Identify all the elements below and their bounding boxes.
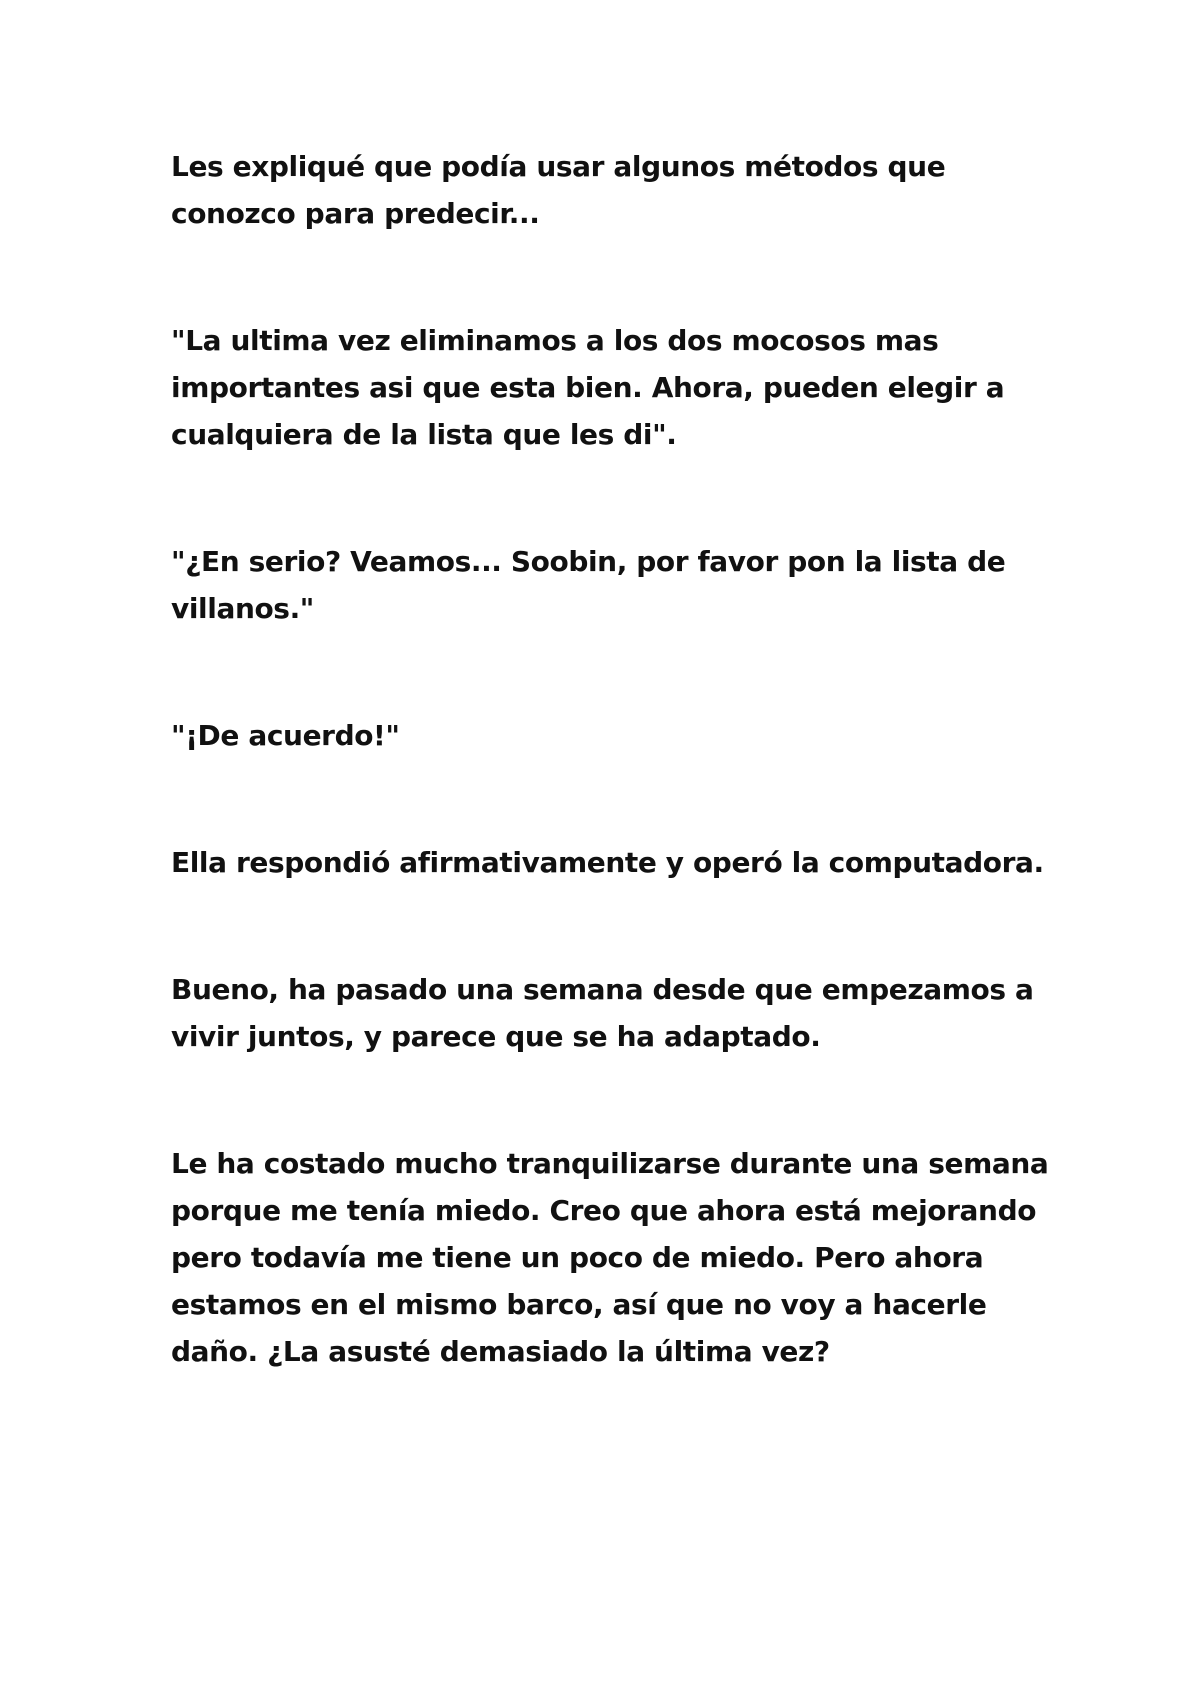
paragraph-line: Ella respondió afirmativamente y operó la computadora. (171, 846, 1044, 879)
paragraph-1 (171, 143, 1051, 237)
paragraph-5 (171, 839, 1051, 886)
paragraph-line: "¡De acuerdo!" (171, 719, 400, 752)
paragraph-line: "La ultima vez eliminamos a los dos mocosos mas (171, 324, 939, 357)
paragraph-line: conozco para predecir... (171, 197, 540, 230)
paragraph-line: villanos." (171, 592, 315, 625)
paragraph-3 (171, 538, 1051, 632)
paragraph-line: Bueno, ha pasado una semana desde que empezamos a (171, 973, 1034, 1006)
paragraph-line: importantes asi que esta bien. Ahora, pueden elegir a (171, 371, 1005, 404)
paragraph-line: vivir juntos, y parece que se ha adaptado. (171, 1020, 821, 1053)
paragraph-line: estamos en el mismo barco, así que no voy a hacerle (171, 1288, 987, 1321)
text-column (171, 143, 1051, 1375)
paragraph-line: daño. ¿La asusté demasiado la última vez? (171, 1335, 830, 1368)
paragraph-line: "¿En serio? Veamos... Soobin, por favor pon la lista de (171, 545, 1006, 578)
paragraph-line: pero todavía me tiene un poco de miedo. Pero ahora (171, 1241, 984, 1274)
paragraph-line: cualquiera de la lista que les di". (171, 418, 677, 451)
paragraph-line: Les expliqué que podía usar algunos métodos que (171, 150, 946, 183)
paragraph-7 (171, 1140, 1051, 1375)
paragraph-2 (171, 317, 1051, 458)
paragraph-4 (171, 712, 1051, 759)
paragraph-line: Le ha costado mucho tranquilizarse durante una semana (171, 1147, 1049, 1180)
paragraph-line: porque me tenía miedo. Creo que ahora está mejorando (171, 1194, 1037, 1227)
paragraph-6 (171, 966, 1051, 1060)
